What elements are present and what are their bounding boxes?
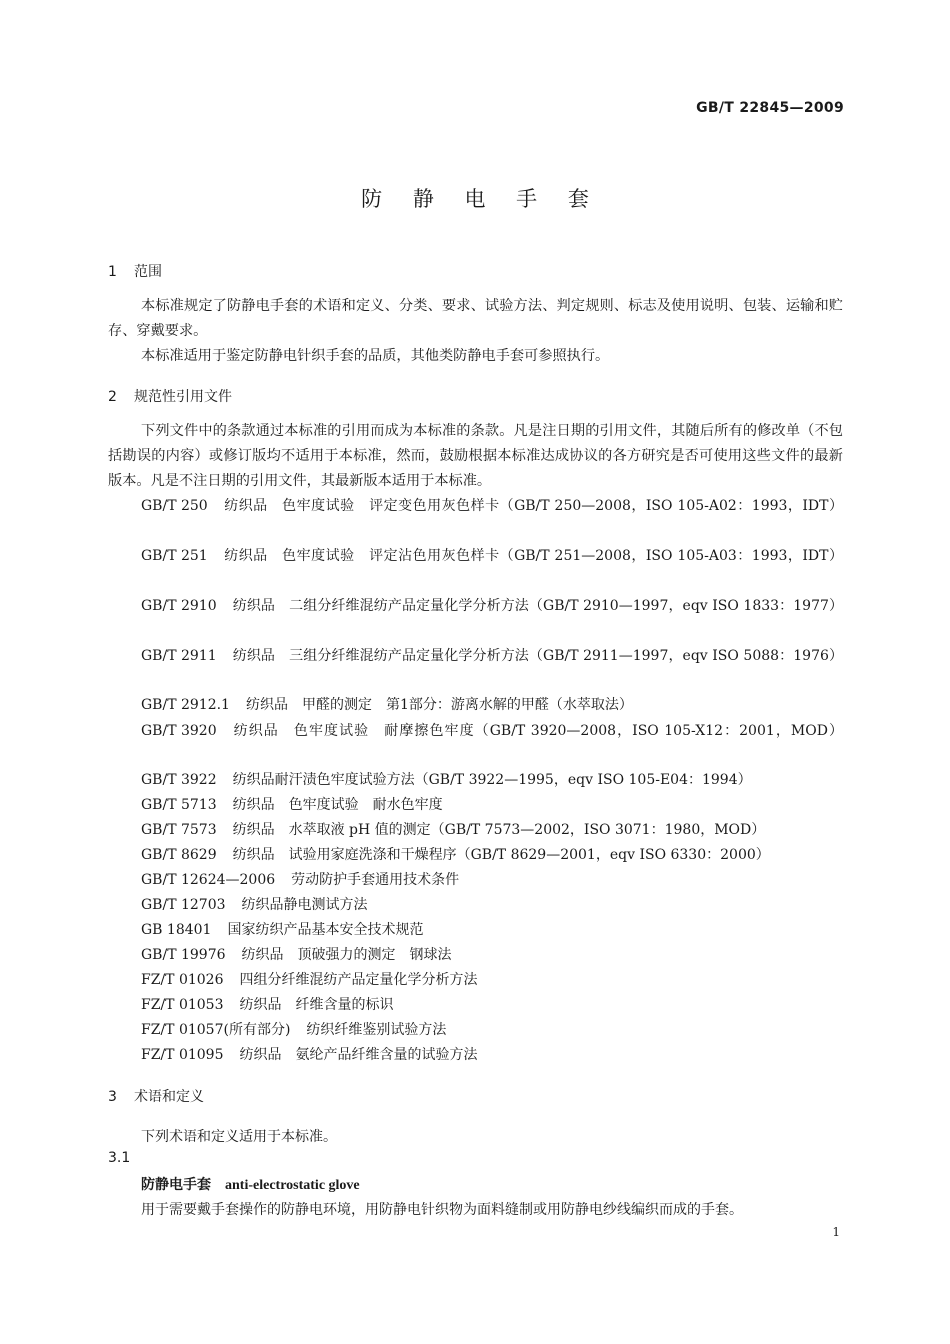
reference-item: GB/T 3922 纺织品耐汗渍色牢度试验方法（GB/T 3922—1995，eqv ISO 105-E04：1994） bbox=[141, 772, 752, 788]
reference-item: GB/T 250 纺织品 色牢度试验 评定变色用灰色样卡（GB/T 250—2008，ISO 105-A02：1993，IDT） bbox=[141, 498, 843, 514]
section-3-heading bbox=[108, 1086, 204, 1106]
reference-item: FZ/T 01026 四组分纤维混纺产品定量化学分析方法 bbox=[141, 972, 478, 988]
reference-item: GB/T 2911 纺织品 三组分纤维混纺产品定量化学分析方法（GB/T 2911—1997，eqv ISO 5088：1976） bbox=[141, 648, 843, 664]
reference-item: GB/T 2910 纺织品 二组分纤维混纺产品定量化学分析方法（GB/T 2910—1997，eqv ISO 1833：1977） bbox=[141, 598, 843, 614]
section-3-intro: 下列术语和定义适用于本标准。 bbox=[141, 1129, 337, 1145]
reference-item: GB/T 8629 纺织品 试验用家庭洗涤和干燥程序（GB/T 8629—2001，eqv ISO 6330：2000） bbox=[141, 847, 770, 863]
section-title: 规范性引用文件 bbox=[134, 389, 232, 405]
reference-item: GB/T 12703 纺织品静电测试方法 bbox=[141, 897, 368, 913]
reference-item: FZ/T 01057(所有部分) 纺织纤维鉴别试验方法 bbox=[141, 1022, 447, 1038]
section-number: 3 bbox=[108, 1089, 117, 1105]
reference-item: GB/T 2912.1 纺织品 甲醛的测定 第1部分：游离水解的甲醛（水萃取法） bbox=[141, 697, 633, 713]
reference-item: GB/T 251 纺织品 色牢度试验 评定沾色用灰色样卡（GB/T 251—2008，ISO 105-A03：1993，IDT） bbox=[141, 548, 843, 564]
term-english: anti-electrostatic glove bbox=[225, 1178, 360, 1193]
section-number: 2 bbox=[108, 389, 117, 405]
reference-item: GB/T 7573 纺织品 水萃取液 pH 值的测定（GB/T 7573—2002，ISO 3071：1980，MOD） bbox=[141, 822, 766, 838]
subsection-number: 3.1 bbox=[108, 1150, 131, 1166]
section-title: 范围 bbox=[134, 264, 162, 280]
section-number: 1 bbox=[108, 264, 117, 280]
section-title: 术语和定义 bbox=[134, 1089, 204, 1105]
document-title: 防 静 电 手 套 bbox=[361, 187, 601, 211]
page-number: 1 bbox=[832, 1225, 840, 1239]
reference-item: GB/T 3920 纺织品 色牢度试验 耐摩擦色牢度（GB/T 3920—2008，ISO 105-X12：2001，MOD） bbox=[141, 723, 843, 739]
reference-item: FZ/T 01053 纺织品 纤维含量的标识 bbox=[141, 997, 394, 1013]
term-definition: 用于需要戴手套操作的防静电环境，用防静电针织物为面料缝制或用防静电纱线编织而成的手套。 bbox=[141, 1202, 743, 1218]
reference-item: GB/T 19976 纺织品 顶破强力的测定 钢球法 bbox=[141, 947, 452, 963]
reference-item: GB/T 12624—2006 劳动防护手套通用技术条件 bbox=[141, 872, 460, 888]
term-entry bbox=[141, 1174, 360, 1194]
reference-item: GB/T 5713 纺织品 色牢度试验 耐水色牢度 bbox=[141, 797, 443, 813]
reference-item: GB 18401 国家纺织产品基本安全技术规范 bbox=[141, 922, 424, 938]
section-1-heading bbox=[108, 261, 162, 281]
section-1-paragraph-1: 本标准规定了防静电手套的术语和定义、分类、要求、试验方法、判定规则、标志及使用说明、包装、运输和贮存、穿戴要求。 bbox=[108, 298, 843, 339]
standard-code: GB/T 22845—2009 bbox=[696, 100, 844, 116]
reference-item: FZ/T 01095 纺织品 氨纶产品纤维含量的试验方法 bbox=[141, 1047, 478, 1063]
term-chinese: 防静电手套 bbox=[141, 1177, 211, 1193]
section-1-paragraph-2: 本标准适用于鉴定防静电针织手套的品质，其他类防静电手套可参照执行。 bbox=[141, 348, 610, 364]
section-2-intro: 下列文件中的条款通过本标准的引用而成为本标准的条款。凡是注日期的引用文件，其随后所有的修改单（不包括勘误的内容）或修订版均不适用于本标准，然而，鼓励根据本标准达成协议的各方研究是否可使用这些文件的最新版本。凡是不注日期的引用文件，其最新版本适用于本标准。 bbox=[108, 423, 843, 489]
section-2-heading bbox=[108, 386, 232, 406]
